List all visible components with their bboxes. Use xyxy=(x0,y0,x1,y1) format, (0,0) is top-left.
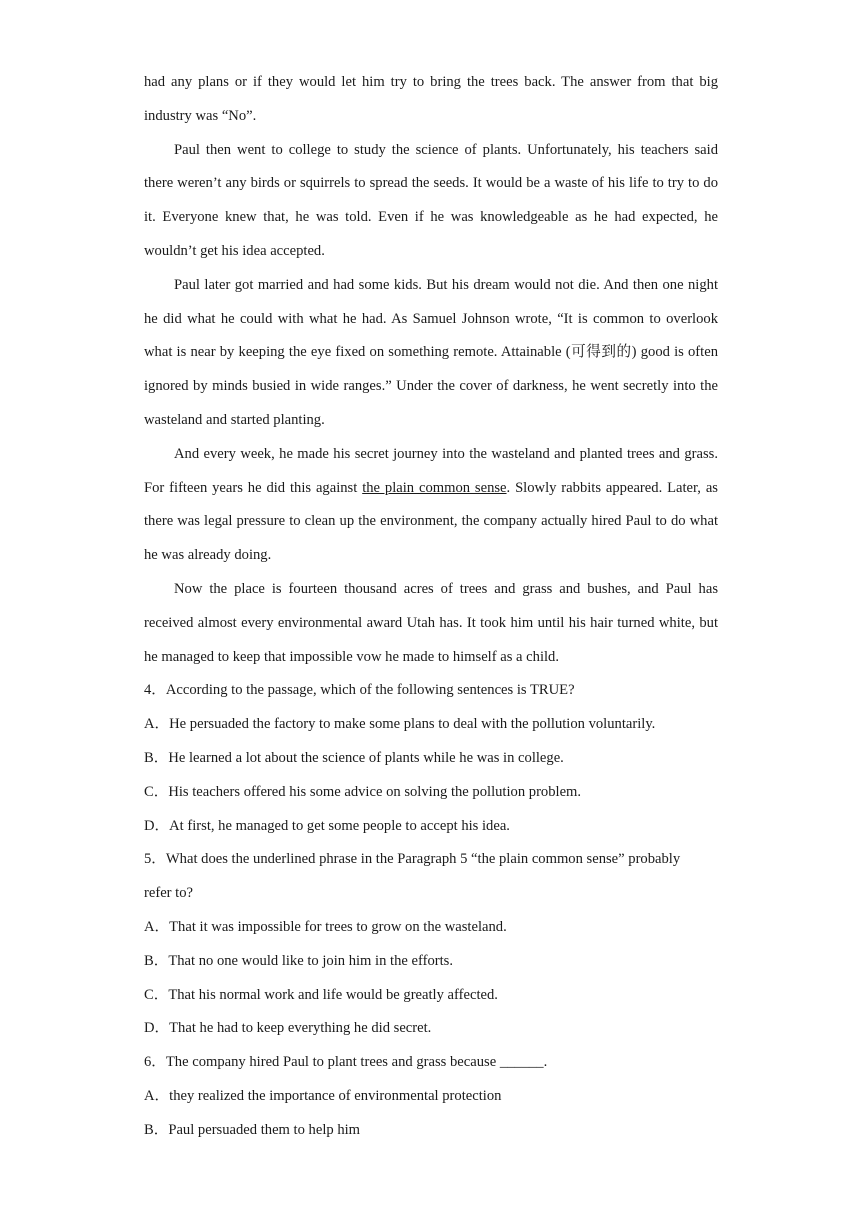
passage-paragraph-4 xyxy=(144,438,718,573)
option-d: D．At first, he managed to get some people to accept his idea. xyxy=(144,817,510,834)
option-c: C．His teachers offered his some advice on solving the pollution problem. xyxy=(144,783,582,800)
question-4 xyxy=(144,674,718,843)
underlined-phrase: the plain common sense xyxy=(362,479,507,496)
option-b: B．That no one would like to join him in the efforts. xyxy=(144,952,453,969)
option-a: A．That it was impossible for trees to grow on the wasteland. xyxy=(144,918,507,935)
option-d: D．That he had to keep everything he did secret. xyxy=(144,1020,432,1037)
question-stem: 5．What does the underlined phrase in the Paragraph 5 “the plain common sense” probably refer to? xyxy=(144,851,681,902)
question-6 xyxy=(144,1046,718,1147)
passage-paragraph-1: had any plans or if they would let him try to bring the trees back. The answer from that big industry was “No”. xyxy=(144,74,718,124)
option-b: B．He learned a lot about the science of plants while he was in college. xyxy=(144,749,564,766)
paragraph-4-text-after: . Slowly rabbits appeared. Later, as there was legal pressure to clean up the environment, the company actually hired Paul to do what he was already doing. xyxy=(144,479,718,564)
option-a: A．they realized the importance of environmental protection xyxy=(144,1087,502,1104)
passage-paragraph-3: Paul later got married and had some kids. But his dream would not die. And then one night he did what he could with what he had. As Samuel Johnson wrote, “It is common to overlook what is near by keeping the eye fixed on something remote. Attainable (可得到的) good is often ignored by minds busied in wide ranges.” Under the cover of darkness, he went secretly into the wasteland and started planting. xyxy=(144,276,718,428)
question-stem: 4．According to the passage, which of the following sentences is TRUE? xyxy=(144,682,575,699)
passage-paragraph-5: Now the place is fourteen thousand acres of trees and grass and bushes, and Paul has received almost every environmental award Utah has. It took him until his hair turned white, but he managed to keep that impossible vow he made to himself as a child. xyxy=(144,580,718,665)
question-stem: 6．The company hired Paul to plant trees and grass because ______. xyxy=(144,1054,548,1071)
option-c: C．That his normal work and life would be greatly affected. xyxy=(144,986,498,1003)
document-page xyxy=(144,66,718,1148)
question-5 xyxy=(144,843,718,1046)
option-b: B．Paul persuaded them to help him xyxy=(144,1121,361,1138)
paragraph-4-text-before: And every week, he made his secret journey into the wasteland and planted trees and grass. For fifteen years he did this against xyxy=(144,445,718,496)
option-a: A．He persuaded the factory to make some plans to deal with the pollution voluntarily. xyxy=(144,716,656,733)
passage-paragraph-2: Paul then went to college to study the science of plants. Unfortunately, his teachers said there weren’t any birds or squirrels to spread the seeds. It would be a waste of his life to try to do it. Everyone knew that, he was told. Even if he was knowledgeable as he had expected, he wouldn’t get his idea accepted. xyxy=(144,141,718,259)
